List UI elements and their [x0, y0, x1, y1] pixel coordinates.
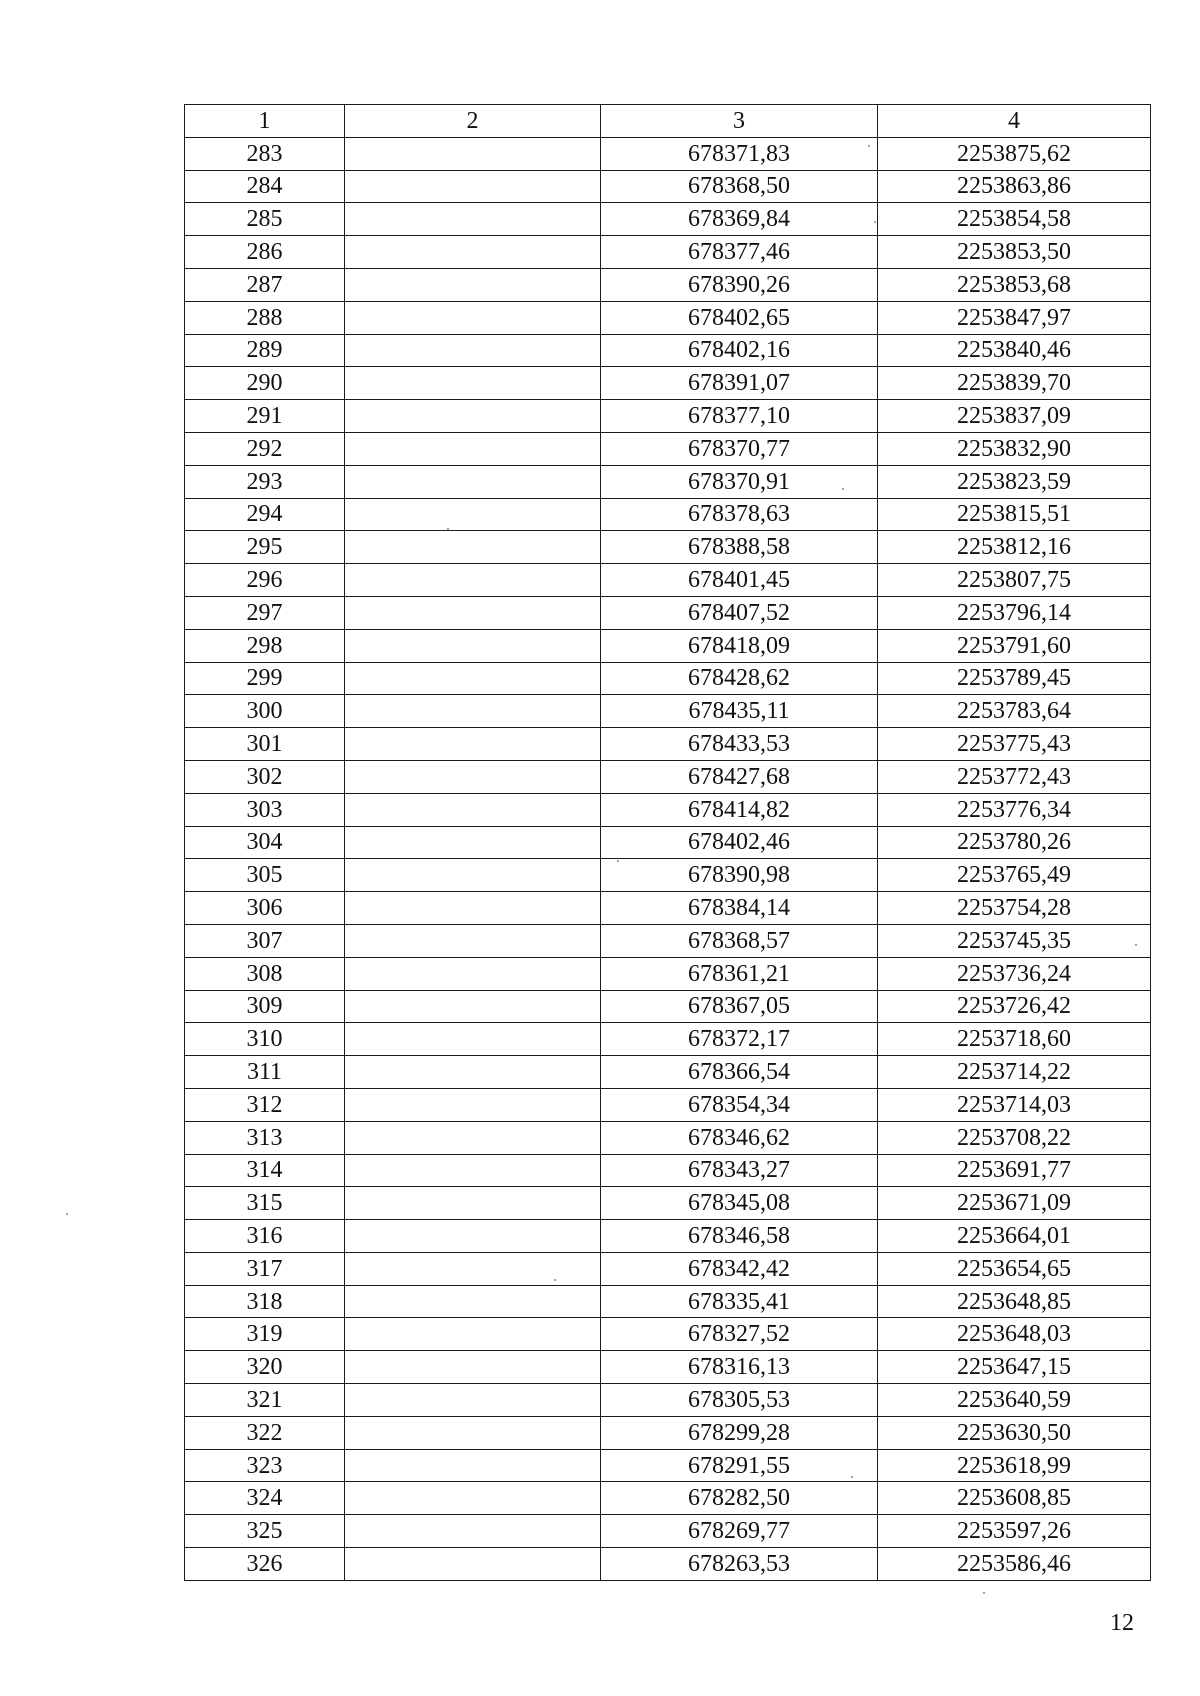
y-coordinate-cell: 2253718,60 [878, 1023, 1151, 1056]
point-number-cell: 300 [185, 695, 345, 728]
point-number-cell: 298 [185, 629, 345, 662]
point-number-cell: 293 [185, 465, 345, 498]
table-row [185, 498, 1151, 531]
column-header-2: 2 [345, 105, 601, 138]
table-row [185, 596, 1151, 629]
point-number-cell: 306 [185, 892, 345, 925]
point-number-cell: 296 [185, 564, 345, 597]
table-row [185, 793, 1151, 826]
x-coordinate-cell: 678291,55 [601, 1449, 878, 1482]
y-coordinate-cell: 2253863,86 [878, 170, 1151, 203]
empty-cell [345, 465, 601, 498]
y-coordinate-cell: 2253854,58 [878, 203, 1151, 236]
empty-cell [345, 1449, 601, 1482]
x-coordinate-cell: 678378,63 [601, 498, 878, 531]
empty-cell [345, 1548, 601, 1581]
point-number-cell: 326 [185, 1548, 345, 1581]
y-coordinate-cell: 2253765,49 [878, 859, 1151, 892]
table-row [185, 1285, 1151, 1318]
y-coordinate-cell: 2253597,26 [878, 1515, 1151, 1548]
table-row [185, 170, 1151, 203]
x-coordinate-cell: 678428,62 [601, 662, 878, 695]
column-header-1: 1 [185, 105, 345, 138]
x-coordinate-cell: 678346,62 [601, 1121, 878, 1154]
table-row [185, 465, 1151, 498]
table-row [185, 662, 1151, 695]
y-coordinate-cell: 2253780,26 [878, 826, 1151, 859]
point-number-cell: 313 [185, 1121, 345, 1154]
x-coordinate-cell: 678427,68 [601, 760, 878, 793]
empty-cell [345, 400, 601, 433]
y-coordinate-cell: 2253789,45 [878, 662, 1151, 695]
y-coordinate-cell: 2253736,24 [878, 957, 1151, 990]
point-number-cell: 319 [185, 1318, 345, 1351]
empty-cell [345, 236, 601, 269]
point-number-cell: 316 [185, 1220, 345, 1253]
table-row [185, 137, 1151, 170]
empty-cell [345, 432, 601, 465]
x-coordinate-cell: 678305,53 [601, 1384, 878, 1417]
x-coordinate-cell: 678370,77 [601, 432, 878, 465]
point-number-cell: 309 [185, 990, 345, 1023]
y-coordinate-cell: 2253807,75 [878, 564, 1151, 597]
empty-cell [345, 826, 601, 859]
point-number-cell: 291 [185, 400, 345, 433]
point-number-cell: 312 [185, 1088, 345, 1121]
empty-cell [345, 1515, 601, 1548]
point-number-cell: 285 [185, 203, 345, 236]
x-coordinate-cell: 678316,13 [601, 1351, 878, 1384]
y-coordinate-cell: 2253837,09 [878, 400, 1151, 433]
y-coordinate-cell: 2253796,14 [878, 596, 1151, 629]
x-coordinate-cell: 678263,53 [601, 1548, 878, 1581]
y-coordinate-cell: 2253691,77 [878, 1154, 1151, 1187]
scan-speck [851, 1476, 853, 1478]
point-number-cell: 292 [185, 432, 345, 465]
empty-cell [345, 564, 601, 597]
x-coordinate-cell: 678391,07 [601, 367, 878, 400]
point-number-cell: 325 [185, 1515, 345, 1548]
y-coordinate-cell: 2253714,03 [878, 1088, 1151, 1121]
y-coordinate-cell: 2253840,46 [878, 334, 1151, 367]
empty-cell [345, 498, 601, 531]
point-number-cell: 303 [185, 793, 345, 826]
y-coordinate-cell: 2253647,15 [878, 1351, 1151, 1384]
x-coordinate-cell: 678401,45 [601, 564, 878, 597]
empty-cell [345, 1252, 601, 1285]
page-number: 12 [1110, 1610, 1134, 1636]
y-coordinate-cell: 2253847,97 [878, 301, 1151, 334]
y-coordinate-cell: 2253815,51 [878, 498, 1151, 531]
x-coordinate-cell: 678388,58 [601, 531, 878, 564]
x-coordinate-cell: 678299,28 [601, 1416, 878, 1449]
scan-speck [66, 1213, 68, 1215]
x-coordinate-cell: 678435,11 [601, 695, 878, 728]
x-coordinate-cell: 678367,05 [601, 990, 878, 1023]
empty-cell [345, 1154, 601, 1187]
empty-cell [345, 203, 601, 236]
empty-cell [345, 1088, 601, 1121]
y-coordinate-cell: 2253664,01 [878, 1220, 1151, 1253]
y-coordinate-cell: 2253630,50 [878, 1416, 1151, 1449]
table-row [185, 1252, 1151, 1285]
point-number-cell: 290 [185, 367, 345, 400]
point-number-cell: 307 [185, 924, 345, 957]
x-coordinate-cell: 678282,50 [601, 1482, 878, 1515]
x-coordinate-cell: 678402,65 [601, 301, 878, 334]
y-coordinate-cell: 2253708,22 [878, 1121, 1151, 1154]
table-row [185, 268, 1151, 301]
empty-cell [345, 957, 601, 990]
x-coordinate-cell: 678377,46 [601, 236, 878, 269]
point-number-cell: 284 [185, 170, 345, 203]
point-number-cell: 305 [185, 859, 345, 892]
x-coordinate-cell: 678402,16 [601, 334, 878, 367]
scan-speck [842, 488, 844, 490]
x-coordinate-cell: 678433,53 [601, 728, 878, 761]
x-coordinate-cell: 678343,27 [601, 1154, 878, 1187]
scan-speck [554, 1279, 556, 1281]
table-row [185, 400, 1151, 433]
empty-cell [345, 924, 601, 957]
table-row [185, 301, 1151, 334]
table-row [185, 1351, 1151, 1384]
scan-speck [983, 1592, 985, 1594]
point-number-cell: 323 [185, 1449, 345, 1482]
point-number-cell: 314 [185, 1154, 345, 1187]
empty-cell [345, 1187, 601, 1220]
table-row [185, 1449, 1151, 1482]
empty-cell [345, 892, 601, 925]
empty-cell [345, 1285, 601, 1318]
y-coordinate-cell: 2253640,59 [878, 1384, 1151, 1417]
table-row [185, 334, 1151, 367]
scan-speck [1135, 944, 1137, 946]
coordinates-table [184, 104, 1151, 1581]
table-row [185, 859, 1151, 892]
point-number-cell: 322 [185, 1416, 345, 1449]
x-coordinate-cell: 678370,91 [601, 465, 878, 498]
scan-speck [617, 860, 619, 862]
y-coordinate-cell: 2253608,85 [878, 1482, 1151, 1515]
empty-cell [345, 596, 601, 629]
table-row [185, 531, 1151, 564]
empty-cell [345, 859, 601, 892]
empty-cell [345, 367, 601, 400]
empty-cell [345, 793, 601, 826]
empty-cell [345, 990, 601, 1023]
empty-cell [345, 629, 601, 662]
column-header-4: 4 [878, 105, 1151, 138]
table-row [185, 1482, 1151, 1515]
point-number-cell: 287 [185, 268, 345, 301]
empty-cell [345, 531, 601, 564]
table-row [185, 1056, 1151, 1089]
point-number-cell: 288 [185, 301, 345, 334]
table-row [185, 432, 1151, 465]
point-number-cell: 302 [185, 760, 345, 793]
x-coordinate-cell: 678390,98 [601, 859, 878, 892]
scan-speck [447, 528, 449, 530]
point-number-cell: 301 [185, 728, 345, 761]
y-coordinate-cell: 2253654,65 [878, 1252, 1151, 1285]
table-row [185, 1220, 1151, 1253]
point-number-cell: 286 [185, 236, 345, 269]
y-coordinate-cell: 2253745,35 [878, 924, 1151, 957]
point-number-cell: 318 [185, 1285, 345, 1318]
y-coordinate-cell: 2253648,85 [878, 1285, 1151, 1318]
point-number-cell: 283 [185, 137, 345, 170]
y-coordinate-cell: 2253714,22 [878, 1056, 1151, 1089]
empty-cell [345, 1056, 601, 1089]
y-coordinate-cell: 2253754,28 [878, 892, 1151, 925]
y-coordinate-cell: 2253586,46 [878, 1548, 1151, 1581]
x-coordinate-cell: 678407,52 [601, 596, 878, 629]
empty-cell [345, 1121, 601, 1154]
column-header-3: 3 [601, 105, 878, 138]
x-coordinate-cell: 678402,46 [601, 826, 878, 859]
table-row [185, 236, 1151, 269]
empty-cell [345, 695, 601, 728]
empty-cell [345, 1318, 601, 1351]
table-row [185, 1548, 1151, 1581]
scan-speck [874, 221, 876, 223]
table-row [185, 1416, 1151, 1449]
table-row [185, 1023, 1151, 1056]
y-coordinate-cell: 2253726,42 [878, 990, 1151, 1023]
y-coordinate-cell: 2253618,99 [878, 1449, 1151, 1482]
table-row [185, 760, 1151, 793]
table-row [185, 1187, 1151, 1220]
x-coordinate-cell: 678414,82 [601, 793, 878, 826]
table-row [185, 629, 1151, 662]
point-number-cell: 320 [185, 1351, 345, 1384]
y-coordinate-cell: 2253791,60 [878, 629, 1151, 662]
x-coordinate-cell: 678342,42 [601, 1252, 878, 1285]
x-coordinate-cell: 678345,08 [601, 1187, 878, 1220]
empty-cell [345, 268, 601, 301]
table-row [185, 564, 1151, 597]
table-row [185, 1515, 1151, 1548]
table-row [185, 1318, 1151, 1351]
y-coordinate-cell: 2253875,62 [878, 137, 1151, 170]
x-coordinate-cell: 678371,83 [601, 137, 878, 170]
empty-cell [345, 170, 601, 203]
x-coordinate-cell: 678327,52 [601, 1318, 878, 1351]
table-row [185, 1121, 1151, 1154]
empty-cell [345, 301, 601, 334]
x-coordinate-cell: 678335,41 [601, 1285, 878, 1318]
empty-cell [345, 1384, 601, 1417]
y-coordinate-cell: 2253776,34 [878, 793, 1151, 826]
empty-cell [345, 760, 601, 793]
x-coordinate-cell: 678368,57 [601, 924, 878, 957]
x-coordinate-cell: 678377,10 [601, 400, 878, 433]
empty-cell [345, 137, 601, 170]
empty-cell [345, 662, 601, 695]
table-row [185, 957, 1151, 990]
y-coordinate-cell: 2253648,03 [878, 1318, 1151, 1351]
table-row [185, 1088, 1151, 1121]
table-row [185, 728, 1151, 761]
y-coordinate-cell: 2253853,68 [878, 268, 1151, 301]
scan-speck [868, 145, 870, 147]
point-number-cell: 315 [185, 1187, 345, 1220]
x-coordinate-cell: 678346,58 [601, 1220, 878, 1253]
table-body [185, 137, 1151, 1580]
point-number-cell: 317 [185, 1252, 345, 1285]
table-row [185, 203, 1151, 236]
x-coordinate-cell: 678418,09 [601, 629, 878, 662]
x-coordinate-cell: 678368,50 [601, 170, 878, 203]
point-number-cell: 304 [185, 826, 345, 859]
empty-cell [345, 334, 601, 367]
x-coordinate-cell: 678354,34 [601, 1088, 878, 1121]
point-number-cell: 299 [185, 662, 345, 695]
point-number-cell: 324 [185, 1482, 345, 1515]
point-number-cell: 289 [185, 334, 345, 367]
table-row [185, 826, 1151, 859]
y-coordinate-cell: 2253832,90 [878, 432, 1151, 465]
empty-cell [345, 1220, 601, 1253]
point-number-cell: 311 [185, 1056, 345, 1089]
table-row [185, 1384, 1151, 1417]
table-row [185, 990, 1151, 1023]
point-number-cell: 310 [185, 1023, 345, 1056]
point-number-cell: 308 [185, 957, 345, 990]
point-number-cell: 295 [185, 531, 345, 564]
y-coordinate-cell: 2253853,50 [878, 236, 1151, 269]
y-coordinate-cell: 2253775,43 [878, 728, 1151, 761]
point-number-cell: 321 [185, 1384, 345, 1417]
y-coordinate-cell: 2253671,09 [878, 1187, 1151, 1220]
table-row [185, 1154, 1151, 1187]
x-coordinate-cell: 678372,17 [601, 1023, 878, 1056]
header-row [185, 105, 1151, 138]
y-coordinate-cell: 2253823,59 [878, 465, 1151, 498]
x-coordinate-cell: 678361,21 [601, 957, 878, 990]
y-coordinate-cell: 2253772,43 [878, 760, 1151, 793]
y-coordinate-cell: 2253783,64 [878, 695, 1151, 728]
x-coordinate-cell: 678390,26 [601, 268, 878, 301]
empty-cell [345, 728, 601, 761]
empty-cell [345, 1482, 601, 1515]
y-coordinate-cell: 2253839,70 [878, 367, 1151, 400]
table-row [185, 892, 1151, 925]
empty-cell [345, 1351, 601, 1384]
table-row [185, 695, 1151, 728]
table-row [185, 367, 1151, 400]
empty-cell [345, 1416, 601, 1449]
y-coordinate-cell: 2253812,16 [878, 531, 1151, 564]
empty-cell [345, 1023, 601, 1056]
x-coordinate-cell: 678269,77 [601, 1515, 878, 1548]
point-number-cell: 297 [185, 596, 345, 629]
table-header [185, 105, 1151, 138]
x-coordinate-cell: 678366,54 [601, 1056, 878, 1089]
point-number-cell: 294 [185, 498, 345, 531]
x-coordinate-cell: 678369,84 [601, 203, 878, 236]
x-coordinate-cell: 678384,14 [601, 892, 878, 925]
table-row [185, 924, 1151, 957]
